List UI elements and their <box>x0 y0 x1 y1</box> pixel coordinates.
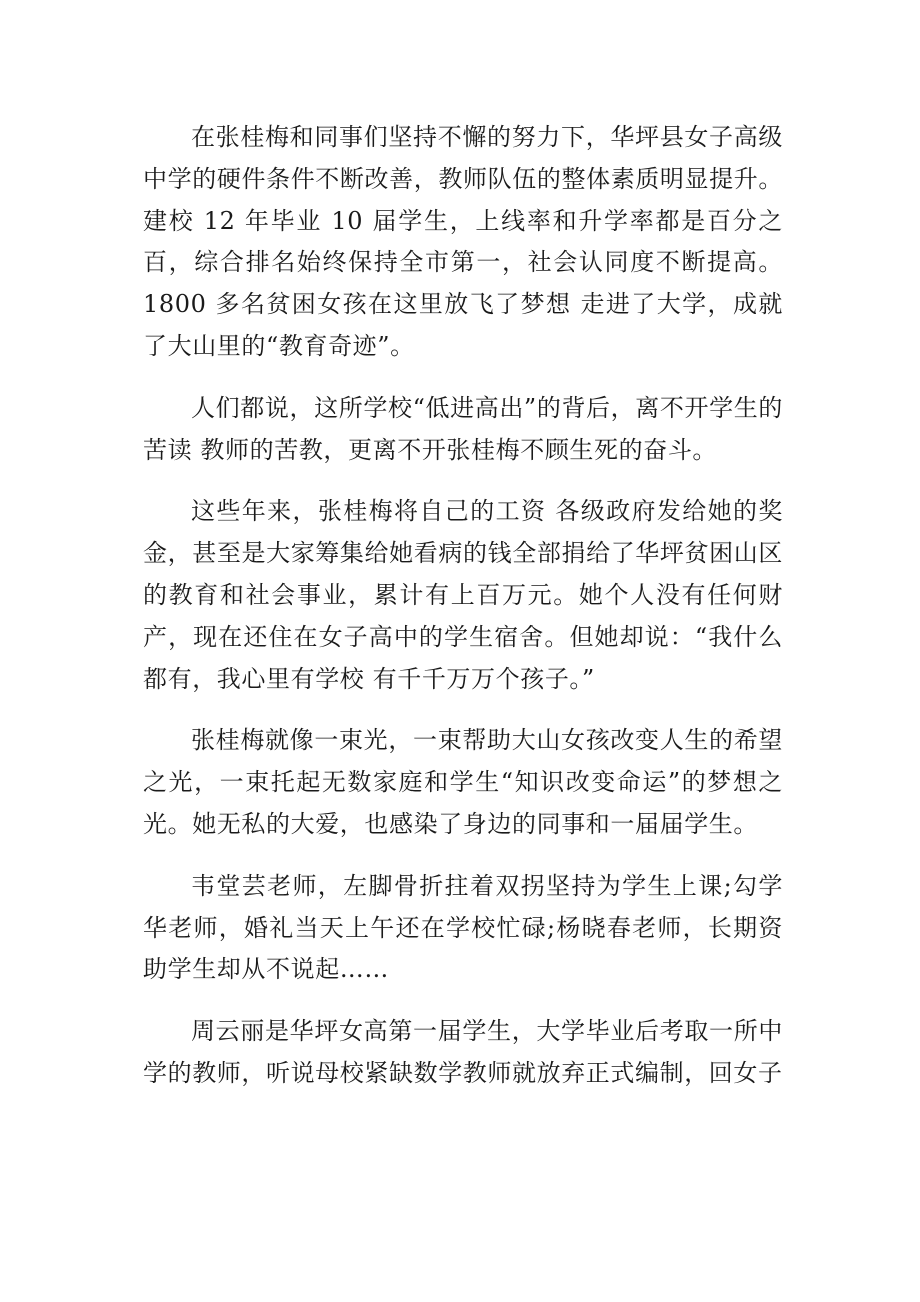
paragraph-4: 张桂梅就像一束光，一束帮助大山女孩改变人生的希望之光，一束托起无数家庭和学生“知识改变命运”的梦想之光。她无私的大爱，也感染了身边的同事和一届届学生。 <box>143 726 783 838</box>
paragraph-6: 周云丽是华坪女高第一届学生，大学毕业后考取一所中学的教师，听说母校紧缺数学教师就放弃正式编制，回女子 <box>143 1017 783 1087</box>
article-body <box>143 117 783 1115</box>
paragraph-1: 在张桂梅和同事们坚持不懈的努力下，华坪县女子高级中学的硬件条件不断改善，教师队伍的整体素质明显提升。建校 12 年毕业 10 届学生，上线率和升学率都是百分之百，综合排名始终保持全市第一，社会认同度不断提高。1800 多名贫困女孩在这里放飞了梦想 走进了大学，成就了大山里的“教育奇迹”。 <box>143 123 783 360</box>
paragraph-5: 韦堂芸老师，左脚骨折拄着双拐坚持为学生上课;勾学华老师，婚礼当天上午还在学校忙碌;杨晓春老师，长期资助学生却从不说起…… <box>143 871 783 984</box>
paragraph-2: 人们都说，这所学校“低进高出”的背后，离不开学生的苦读 教师的苦教，更离不开张桂梅不顾生死的奋斗。 <box>143 393 783 464</box>
paragraph-3: 这些年来，张桂梅将自己的工资 各级政府发给她的奖金，甚至是大家筹集给她看病的钱全部捐给了华坪贫困山区的教育和社会事业，累计有上百万元。她个人没有任何财产，现在还住在女子高中的学生宿舍。但她却说：“我什么都有，我心里有学校 有千千万万个孩子。” <box>143 497 783 693</box>
